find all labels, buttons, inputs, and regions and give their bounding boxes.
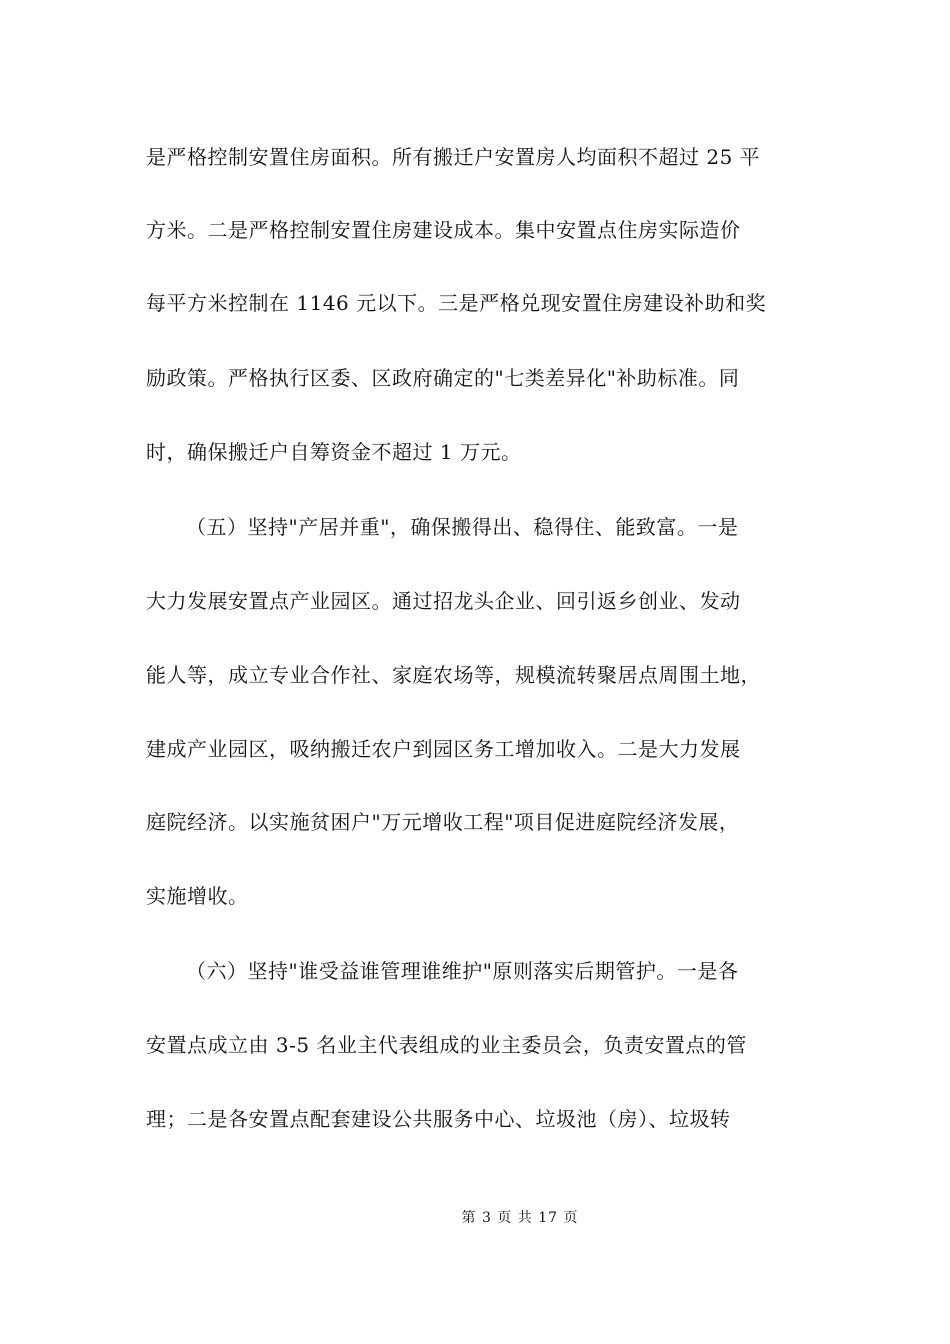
body-text-line: 时，确保搬迁户自筹资金不超过 1 万元。 bbox=[146, 440, 522, 464]
body-text-line: 大力发展安置点产业园区。通过招龙头企业、回引返乡创业、发动 bbox=[146, 589, 741, 613]
body-text-line: 是严格控制安置住房面积。所有搬迁户安置房人均面积不超过 25 平 bbox=[146, 145, 761, 169]
body-text-line: 能人等，成立专业合作社、家庭农场等，规模流转聚居点周围土地， bbox=[146, 663, 761, 687]
body-text-line: 安置点成立由 3-5 名业主代表组成的业主委员会，负责安置点的管 bbox=[146, 1033, 747, 1057]
section-six-heading-line: （六）坚持"谁受益谁管理谁维护"原则落实后期管护。一是各 bbox=[186, 959, 739, 983]
section-five-heading-line: （五）坚持"产居并重"，确保搬得出、稳得住、能致富。一是 bbox=[186, 515, 739, 539]
body-text-line: 理；二是各安置点配套建设公共服务中心、垃圾池（房）、垃圾转 bbox=[146, 1107, 731, 1131]
body-text-line: 每平方米控制在 1146 元以下。三是严格兑现安置住房建设补助和奖 bbox=[146, 291, 767, 315]
body-text-line: 励政策。严格执行区委、区政府确定的"七类差异化"补助标准。同 bbox=[146, 366, 740, 390]
body-text-line: 建成产业园区，吸纳搬迁农户到园区务工增加收入。二是大力发展 bbox=[146, 737, 741, 761]
page-number-footer: 第 3 页 共 17 页 bbox=[461, 1210, 579, 1226]
body-text-line: 庭院经济。以实施贫困户"万元增收工程"项目促进庭院经济发展， bbox=[146, 810, 740, 834]
body-text-line: 方米。二是严格控制安置住房建设成本。集中安置点住房实际造价 bbox=[146, 218, 741, 242]
body-text-line: 实施增收。 bbox=[146, 884, 249, 908]
